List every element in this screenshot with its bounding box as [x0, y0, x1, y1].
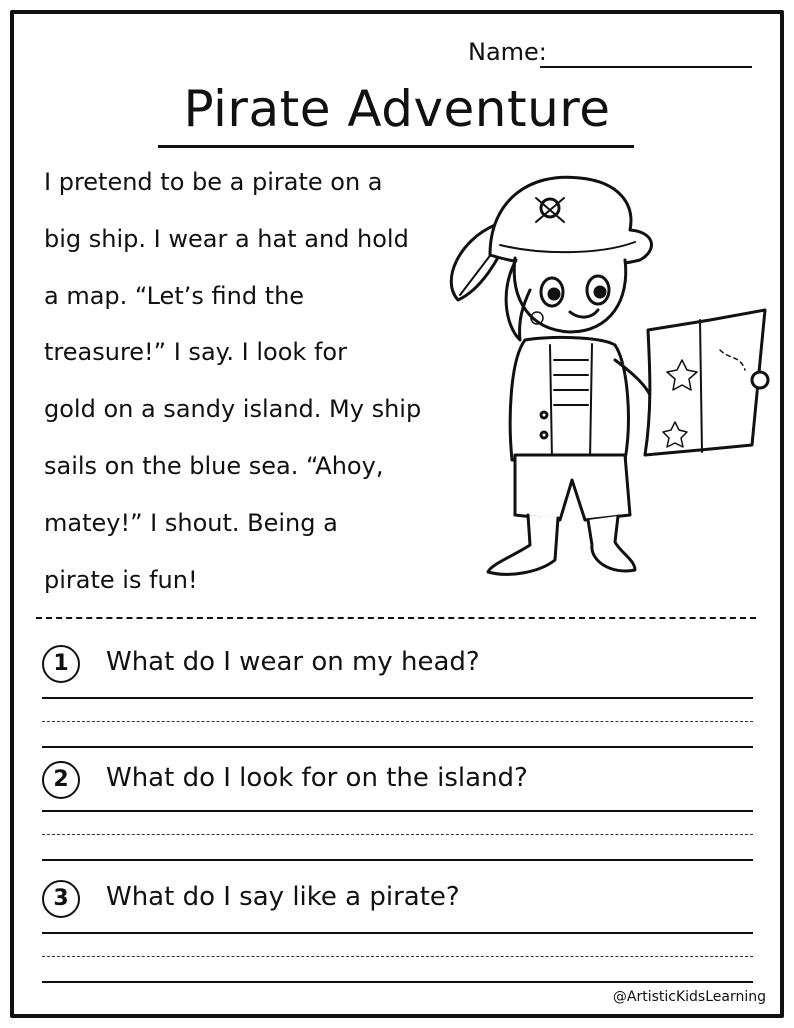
page-title: Pirate Adventure: [183, 80, 611, 138]
question-text: What do I look for on the island?: [106, 763, 528, 793]
name-underline: [540, 66, 752, 68]
answer-line-top[interactable]: [42, 932, 753, 934]
title-underline: [158, 145, 634, 148]
section-divider: [36, 617, 756, 619]
question-number: 3: [42, 880, 80, 918]
answer-line-top[interactable]: [42, 697, 753, 699]
story-line: treasure!” I say. I look for: [44, 338, 347, 367]
story-line: gold on a sandy island. My ship: [44, 395, 422, 424]
question-text: What do I say like a pirate?: [106, 882, 460, 912]
story-line: matey!” I shout. Being a: [44, 508, 338, 537]
answer-line-top[interactable]: [42, 810, 753, 812]
question-number: 2: [42, 761, 80, 799]
question-number: 1: [42, 645, 80, 683]
story-line: I pretend to be a pirate on a: [44, 168, 383, 196]
name-label: Name:: [468, 38, 547, 66]
answer-line-mid[interactable]: [42, 721, 753, 722]
answer-line-bottom[interactable]: [42, 859, 753, 861]
credit-text: @ArtisticKidsLearning: [612, 989, 766, 1005]
pirate-boy-with-map-icon: [420, 160, 780, 590]
story-line: pirate is fun!: [44, 565, 198, 594]
story-line: big ship. I wear a hat and hold: [44, 224, 409, 253]
answer-line-mid[interactable]: [42, 956, 753, 957]
story-line: sails on the blue sea. “Ahoy,: [44, 451, 384, 480]
question-text: What do I wear on my head?: [106, 647, 480, 677]
name-field[interactable]: [468, 36, 758, 72]
answer-line-bottom[interactable]: [42, 746, 753, 748]
answer-line-bottom[interactable]: [42, 981, 753, 983]
story-line: a map. “Let’s find the: [44, 281, 305, 310]
answer-line-mid[interactable]: [42, 834, 753, 835]
story-text: [44, 160, 444, 614]
